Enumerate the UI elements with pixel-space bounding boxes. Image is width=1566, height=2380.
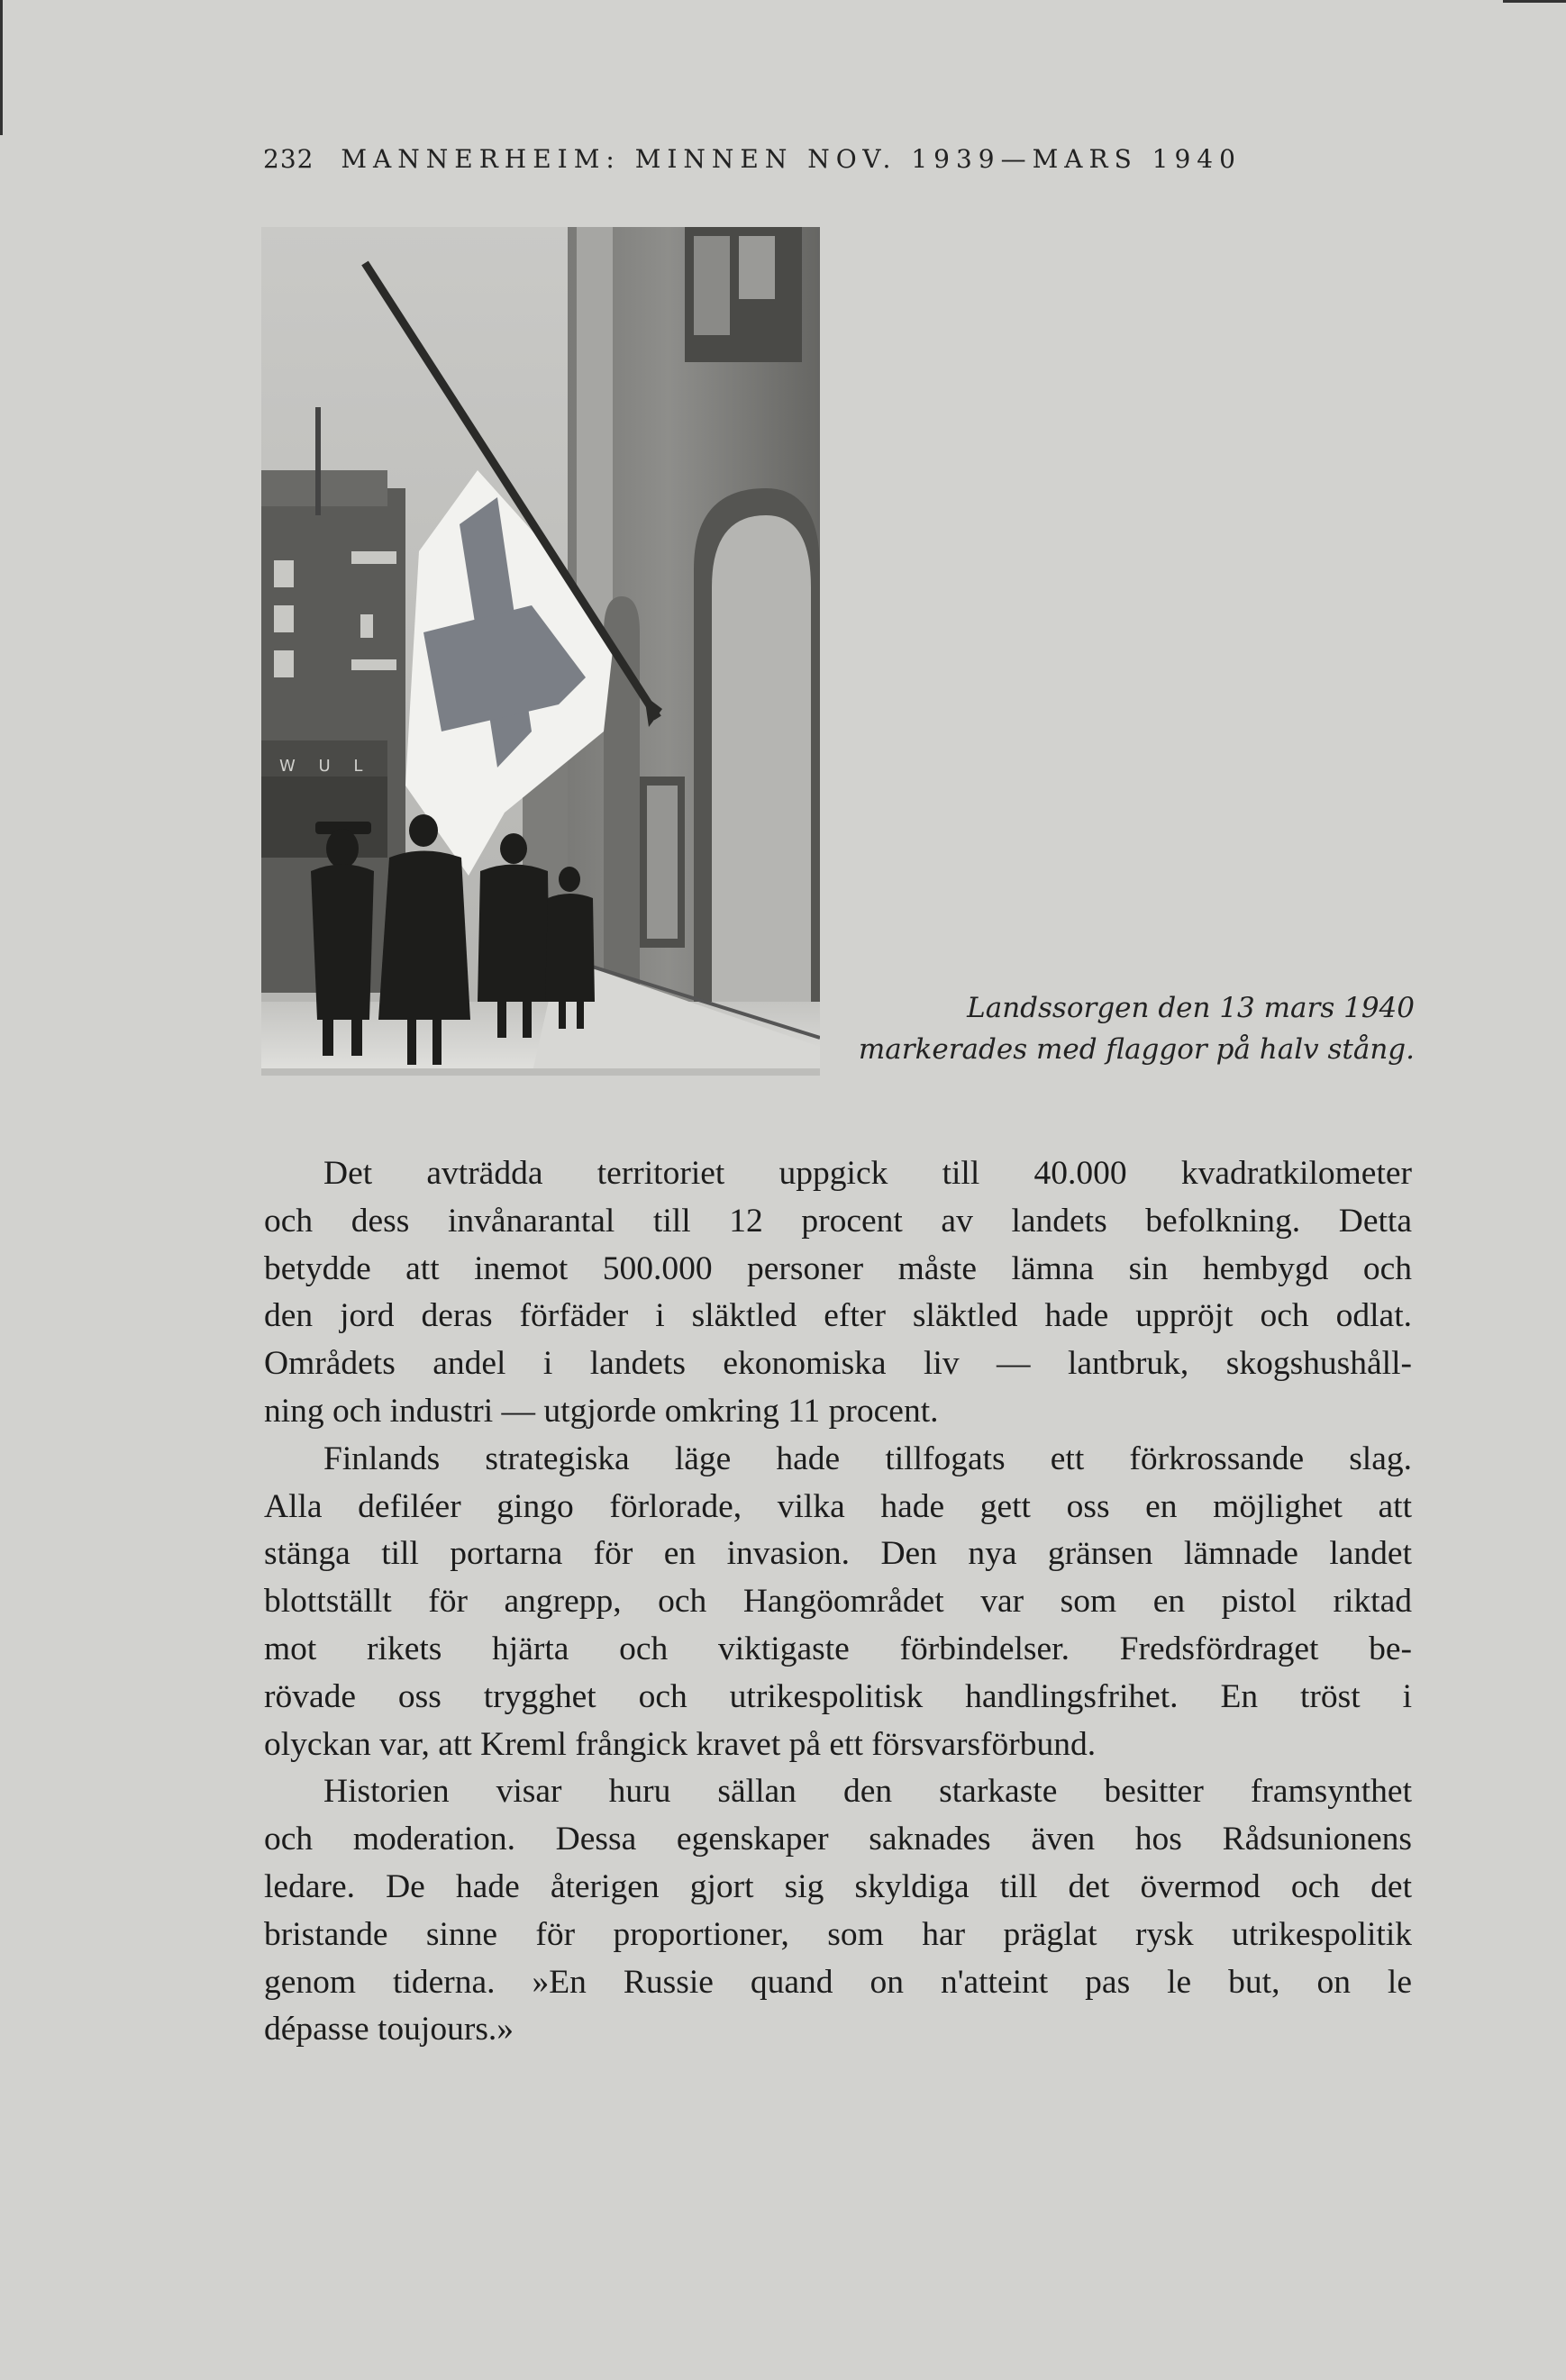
text-line: och moderation. Dessa egenskaper saknades även hos Rådsunionens <box>264 1821 1412 1858</box>
text-line: stänga till portarna för en invasion. Den nya gränsen lämnade landet <box>264 1535 1412 1573</box>
paragraph <box>264 1768 1412 2054</box>
text-line: ning och industri — utgjorde omkring 11 procent. <box>264 1392 939 1430</box>
photo-caption <box>847 987 1415 1070</box>
paragraph <box>264 1150 1412 1436</box>
text-line: Alla defiléer gingo förlorade, vilka hade gett oss en möjlighet att <box>264 1487 1412 1525</box>
text-line: genom tiderna. »En Russie quand on n'atteint pas le but, on le <box>264 1963 1412 2001</box>
scan-edge-mark-right <box>1503 0 1566 3</box>
text-line: Historien visar huru sällan den starkaste besitter framsynthet <box>323 1773 1412 1811</box>
photograph-half-mast-flag <box>261 227 820 1076</box>
body-text <box>264 1150 1412 2054</box>
caption-line-2: markerades med flaggor på halv stång. <box>858 1033 1415 1066</box>
text-line: olyckan var, att Kreml frångick kravet på ett försvarsförbund. <box>264 1725 1097 1763</box>
shop-sign-text: W U L <box>279 757 372 776</box>
text-line: betydde att inemot 500.000 personer måste lämna sin hembygd och <box>264 1249 1412 1287</box>
text-line: rövade oss trygghet och utrikespolitisk handlingsfrihet. En tröst i <box>264 1677 1412 1715</box>
caption-line-1: Landssorgen den 13 mars 1940 <box>967 992 1415 1024</box>
running-title: MANNERHEIM: MINNEN NOV. 1939—MARS 1940 <box>341 144 1242 174</box>
paragraph <box>264 1436 1412 1769</box>
text-line: Det avträdda territoriet uppgick till 40.000 kvadratkilometer <box>323 1155 1412 1192</box>
text-line: Områdets andel i landets ekonomiska liv — lantbruk, skogshushåll- <box>264 1345 1412 1383</box>
text-line: Finlands strategiska läge hade tillfogats ett förkrossande slag. <box>323 1440 1412 1477</box>
page-number: 232 <box>263 144 314 174</box>
text-line: ledare. De hade återigen gjort sig skyldiga till det övermod och det <box>264 1867 1412 1905</box>
running-head <box>263 144 1434 174</box>
scan-edge-mark-left <box>0 0 3 135</box>
text-line: bristande sinne för proportioner, som har präglat rysk utrikespolitik <box>264 1915 1412 1953</box>
text-line: och dess invånarantal till 12 procent av landets befolkning. Detta <box>264 1202 1412 1240</box>
text-line: blottställt för angrepp, och Hangöområdet var som en pistol riktad <box>264 1583 1412 1621</box>
text-line: dépasse toujours.» <box>264 2011 514 2048</box>
text-line: mot rikets hjärta och viktigaste förbindelser. Fredsfördraget be- <box>264 1630 1412 1667</box>
text-line: den jord deras förfäder i släktled efter släktled hade uppröjt och odlat. <box>264 1297 1412 1335</box>
